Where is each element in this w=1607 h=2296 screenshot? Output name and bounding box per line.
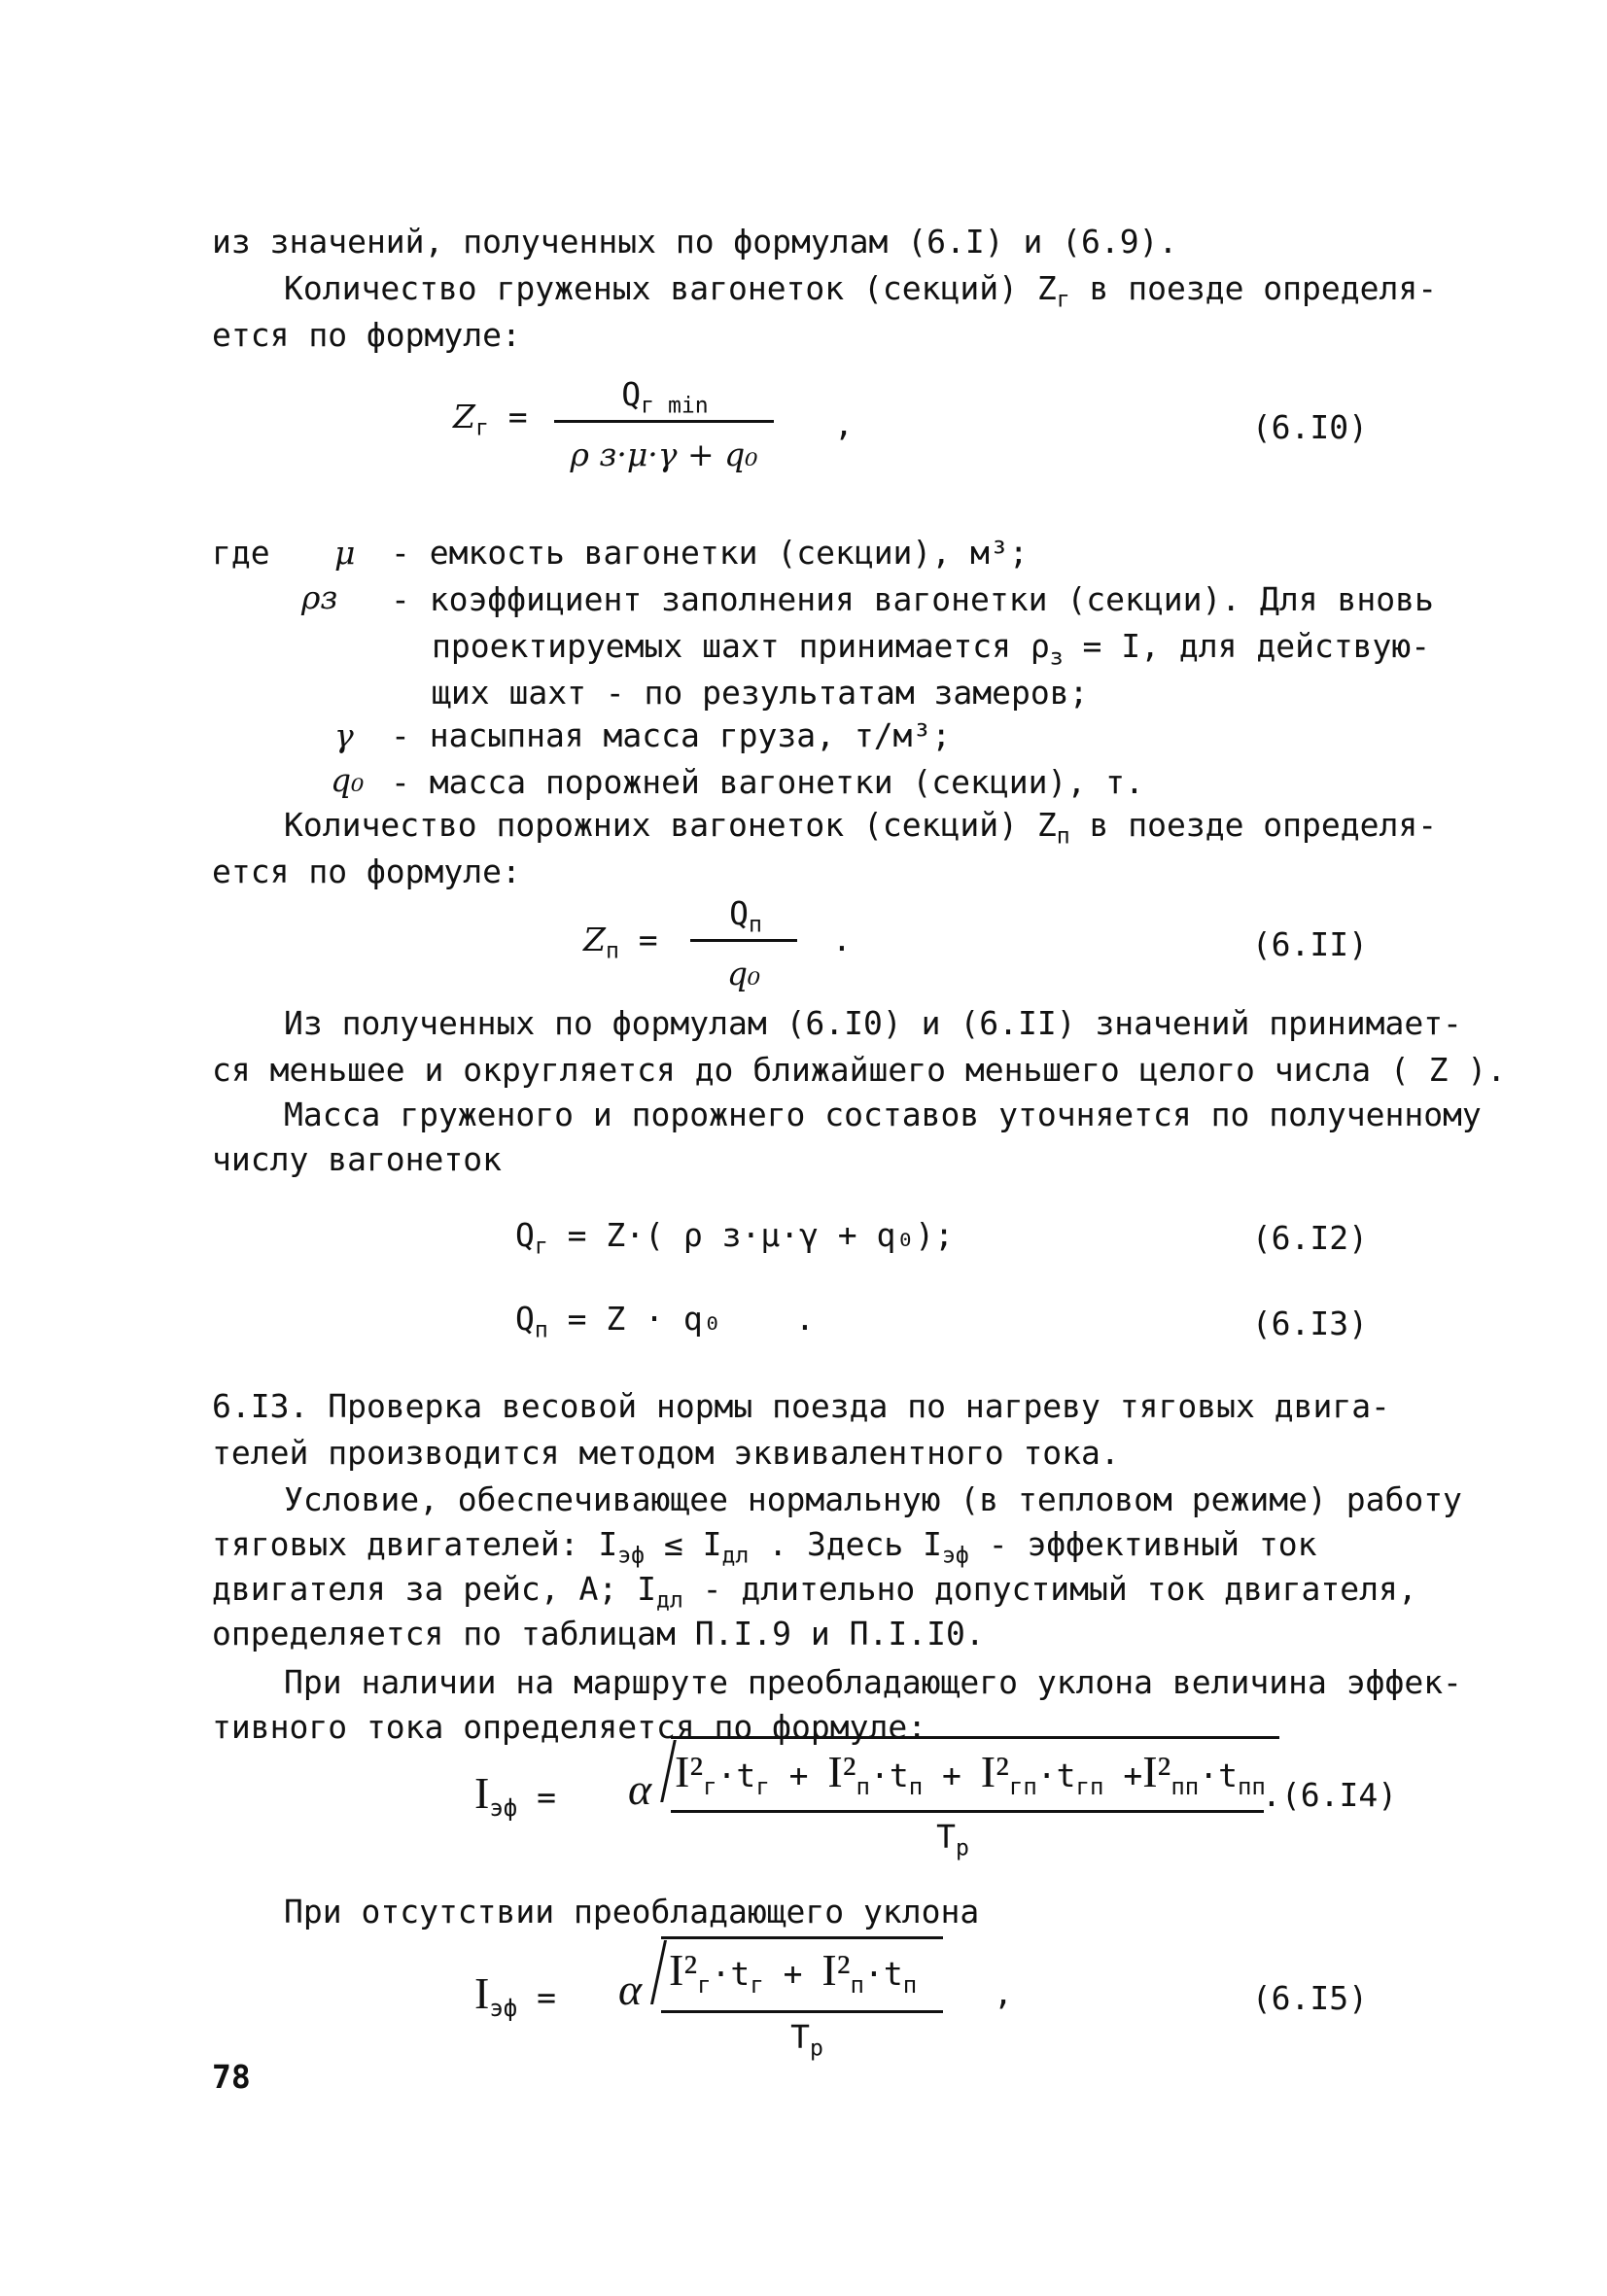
text-line: Условие, обеспечивающее нормальную (в тепловом режиме) работу <box>284 1480 1462 1518</box>
text-line: Из полученных по формулам (6.I0) и (6.II) значений принимает- <box>284 1004 1462 1042</box>
text-line: Масса груженого и порожнего составов уточняется по полученному <box>284 1096 1482 1133</box>
text-line: При наличии на маршруте преобладающего уклона величина эффек- <box>284 1663 1462 1701</box>
section-heading-line: 6.I3. Проверка весовой нормы поезда по нагреву тяговых двига- <box>212 1387 1390 1425</box>
text-line: где <box>212 534 270 572</box>
symbol: q₀ <box>331 761 365 799</box>
text-line: При отсутствии преобладающего уклона <box>284 1893 980 1931</box>
symbol: ρз <box>301 578 338 616</box>
text-line: тивного тока определяется по формуле: <box>212 1708 927 1746</box>
text-line: двигателя за рейс, А; $I_{дл}$ - длительно допустимый ток двигателя, <box>212 1570 1417 1614</box>
symbol: μ <box>334 534 356 572</box>
text-line: - масса порожней вагонетки (секции), т. <box>391 763 1144 801</box>
text-line: ется по формуле: <box>212 316 521 354</box>
text-line: - емкость вагонетки (секции), м³; <box>391 534 1029 572</box>
text-line: проектируемых шахт принимается $\rho_з = I$, для действую- <box>432 627 1431 671</box>
equation-number: (6.I2) <box>1251 1219 1368 1257</box>
equation-number: (6.II) <box>1251 925 1368 963</box>
text-line: ется по формуле: <box>212 852 521 890</box>
text-line: ся меньшее и округляется до ближайшего меньшего целого числа ( Z ). <box>212 1051 1507 1089</box>
text-line: Количество груженых вагонеток (секций) $Z_г$ в поезде определя- <box>284 269 1438 313</box>
equation-number: (6.I0) <box>1251 408 1368 446</box>
text-line: числу вагонеток <box>212 1140 503 1178</box>
text-line: тяговых двигателей: $I_{эф} \le I_{дл}$ . Здесь $I_{эф}$ - эффективный ток <box>212 1525 1317 1569</box>
text-line: определяется по таблицам П.I.9 и П.I.I0. <box>212 1615 985 1652</box>
text-line: Количество порожних вагонеток (секций) $Z_п$ в поезде определя- <box>284 806 1438 850</box>
text-line: - коэффициент заполнения вагонетки (секции). Для вновь <box>391 580 1434 618</box>
text-line: - насыпная масса груза, т/м³; <box>391 716 952 754</box>
text-line: щих шахт - по результатам замеров; <box>432 674 1089 712</box>
equation-number: (6.I5) <box>1251 1979 1368 2017</box>
equation-number: (6.I3) <box>1251 1305 1368 1342</box>
text-line: из значений, полученных по формулам (6.I) и (6.9). <box>212 223 1178 261</box>
equation-number: .(6.I4) <box>1262 1776 1398 1814</box>
symbol: γ <box>334 716 354 754</box>
page-number: 78 <box>212 2058 251 2096</box>
text-line: телей производится методом эквивалентного тока. <box>212 1434 1120 1472</box>
